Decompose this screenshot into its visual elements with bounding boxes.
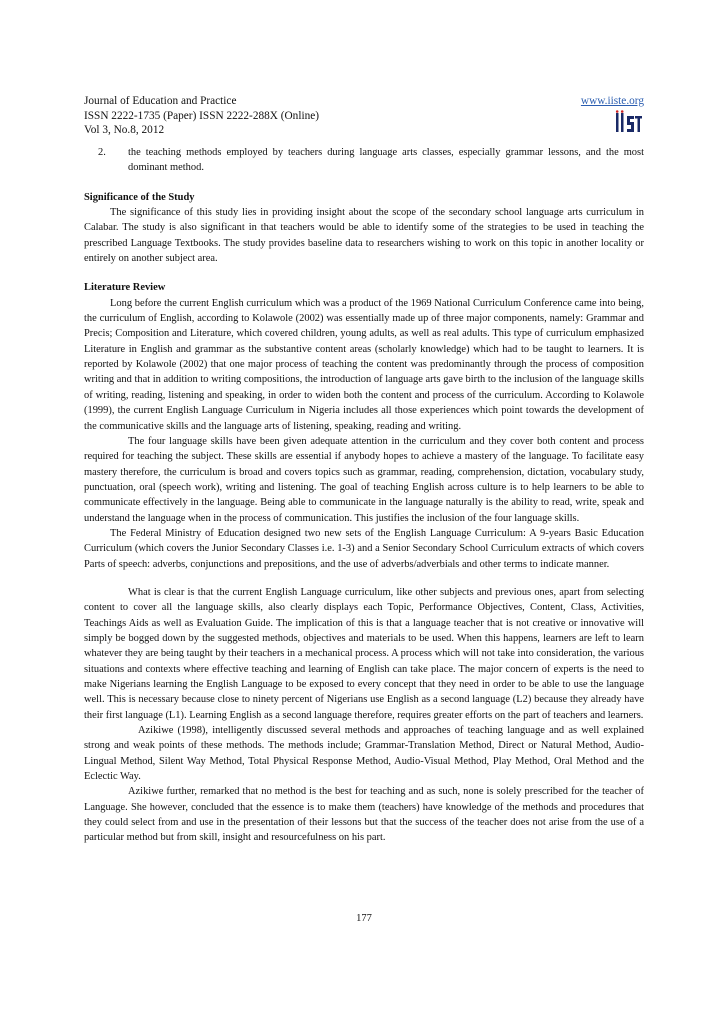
running-header bbox=[84, 94, 644, 140]
list-item bbox=[84, 145, 644, 176]
article-body bbox=[84, 145, 644, 846]
paragraph: Azikiwe further, remarked that no method is the best for teaching and as such, none is solely prescribed for the teacher of Language. She however, concluded that the essence is to make them (teachers) have knowledge of the methods and procedures that they could select from and use in the presentation of their lessons but that the success of the teacher does not arise from the use of a particular method but from skill, insight and resourcefulness on his part. bbox=[84, 786, 644, 844]
journal-title: Journal of Education and Practice bbox=[84, 95, 237, 107]
significance-heading: Significance of the Study bbox=[84, 191, 195, 203]
paragraph: The Federal Ministry of Education designed two new sets of the English Language Curriculum: A 9-years Basic Education Curriculum (which covers the Junior Secondary Classes i.e. 1-3) and a Senior Secondary School Curriculum extracts of which covers Parts of speech: adverbs, conjunctions and prepositions, and the use of adverbs/adverbials and other terms to indicate manner. bbox=[84, 527, 644, 570]
issn-line: ISSN 2222-1735 (Paper) ISSN 2222-288X (Online) bbox=[84, 109, 320, 122]
journal-url-link[interactable]: www.iiste.org bbox=[580, 95, 644, 107]
literature-review-heading: Literature Review bbox=[84, 282, 166, 294]
volume-line: Vol 3, No.8, 2012 bbox=[84, 124, 165, 137]
list-item-text: the teaching methods employed by teachers during language arts classes, especially grammar lessons, and the most dominant method. bbox=[128, 147, 644, 174]
paragraph: Long before the current English curriculum which was a product of the 1969 National Curriculum Conference came into being, the curriculum of English, according to Kolawole (2002) was essentially made up of three major components, namely: Grammar and Precis; Composition and Literature, which covered children, young adults, as well as real adults. This type of curriculum emphasized Literature in English and grammar as the substantive content areas (scholarly knowledge) which had to be taught to learners. It is reported by Kolawole (2002) that one major process of teaching the content was predominantly through the process of composition writing and that in addition to writing compositions, the introduction of language arts gave birth to the inclusion of the language skills of writing, reading, listening and speaking, in order to widen both the content and process of the curriculum. According to Kolawole (1999), the current English Language Curriculum in Nigeria includes all those experiences which point towards the development of the communicative skills and the language arts of listening, speaking, reading and writing. bbox=[84, 297, 644, 432]
list-item-number: 2. bbox=[98, 147, 106, 158]
document-page bbox=[84, 94, 644, 846]
paragraph: Azikiwe (1998), intelligently discussed several methods and approaches of teaching language and as well explained strong and weak points of these methods. The methods include; Grammar-Translation Method, Direct or Natural Method, Audio-Lingual Method, Silent Way Method, Total Physical Response Method, Audio-Visual Method, Play Method, Oral Method and the Eclectic Way. bbox=[84, 725, 644, 783]
significance-paragraph: The significance of this study lies in providing insight about the scope of the secondary school language arts curriculum in Calabar. The study is also significant in that teachers would be able to identify some of the strategies to be used in teaching the prescribed Language Textbooks. The study provides baseline data to researchers wishing to work on this topic in another locality or entirely on another subject area. bbox=[84, 207, 644, 265]
paragraph: The four language skills have been given adequate attention in the curriculum and they cover both content and process required for teaching the subject. These skills are essential if anybody hopes to achieve a mastery of the language. To facilitate easy mastery therefore, the curriculum is broad and covers topics such as grammar, reading, comprehension, dictation, vocabulary study, punctuation, oral (speech work), writing and listening. The goal of teaching English across culture is to help learners to be able to communicate effectively in the language. Being able to communicate in the language naturally is the ability to read, write, speak and understand the language when in the process of communication. This justifies the inclusion of the four language skills. bbox=[84, 435, 644, 524]
paragraph: What is clear is that the current English Language curriculum, like other subjects and previous ones, apart from selecting content to cover all the language skills, also clearly displays each Topic, Performance Objectives, Content, Class, Activities, Teachings Aids as well as Evaluation Guide. The implication of this is that a language teacher that is not creative or innovative will simply be bogged down by the suggested methods, objectives and materials to be used. When this happens, learners are left to learn whatever they are being taught by their teachers in a mechanical process. A process which will not take into consideration, the various situations and contexts where effective teaching and learning of English can take place. The major concern of experts is the need to make Nigerians learning the English Language to be exposed to every concept that they need in order to be able to use the language well. This is necessary because close to ninety percent of Nigerians use English as a second language (L2) because they already have their first language (L1). Learning English as a second language therefore, requires greater efforts on the part of teachers and learners. bbox=[84, 586, 644, 721]
iiste-logo bbox=[614, 110, 644, 134]
page-number: 177 bbox=[356, 913, 372, 924]
